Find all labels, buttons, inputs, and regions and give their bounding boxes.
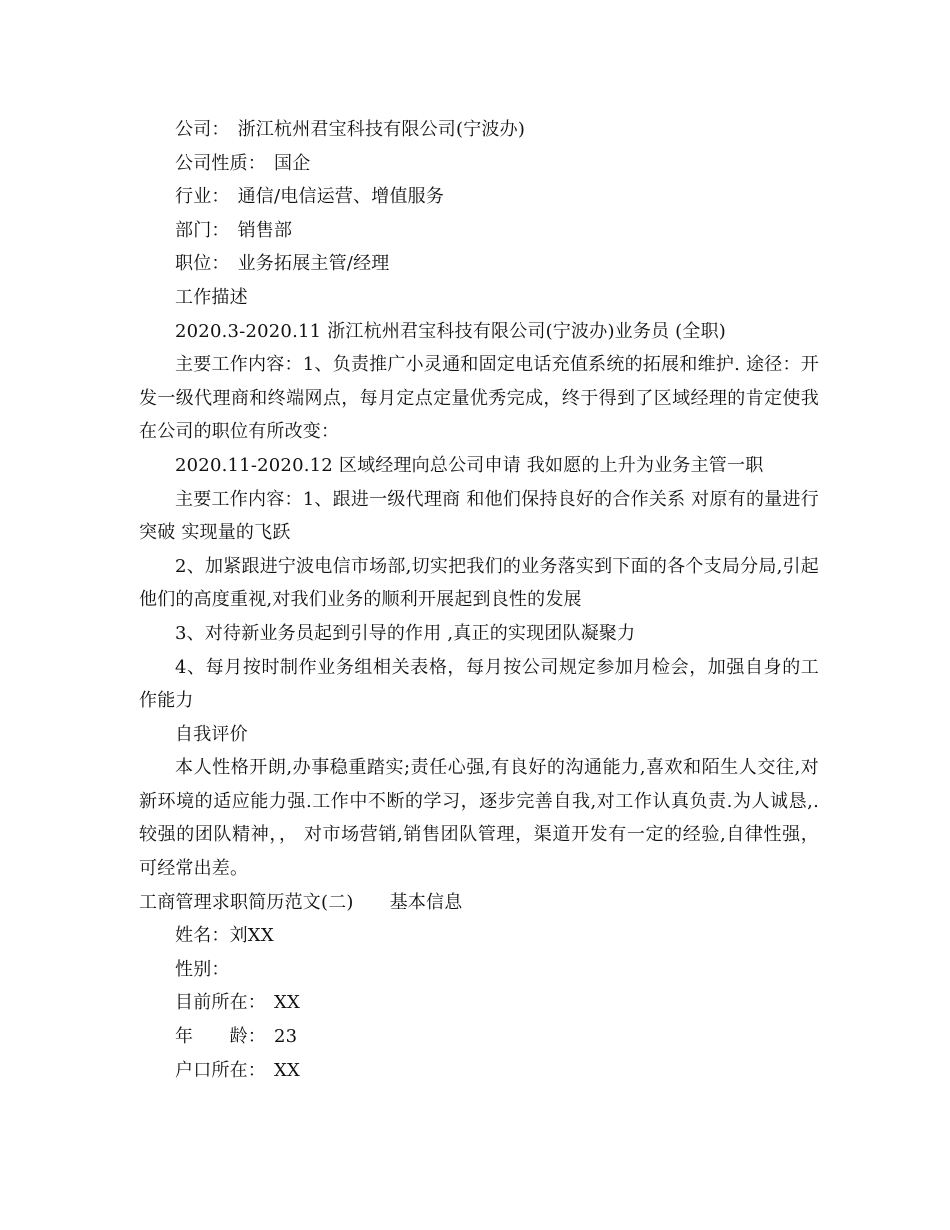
work-period-1: 2020.3-2020.11 浙江杭州君宝科技有限公司(宁波办)业务员 (全职) bbox=[175, 320, 727, 342]
position-row bbox=[139, 247, 819, 281]
work-period-2: 2020.11-2020.12 区域经理向总公司申请 我如愿的上升为业务主管一职 bbox=[175, 454, 764, 476]
industry-row bbox=[139, 180, 819, 214]
hukou-value: XX bbox=[274, 1059, 301, 1081]
company-label: 公司： bbox=[175, 119, 230, 140]
age-value: 23 bbox=[274, 1026, 298, 1048]
department-value: 销售部 bbox=[237, 219, 293, 241]
company-type-row bbox=[139, 147, 819, 181]
name-row bbox=[139, 919, 819, 953]
department-label: 部门： bbox=[175, 219, 230, 241]
section2-title-row bbox=[139, 886, 819, 920]
location-label: 目前所在： bbox=[175, 992, 266, 1014]
hukou-label: 户口所在： bbox=[175, 1059, 266, 1081]
self-evaluation-heading: 自我评价 bbox=[175, 723, 248, 745]
name-label: 姓名： bbox=[175, 925, 230, 947]
work-item-4: 4、每月按时制作业务组相关表格，每月按公司规定参加月检会，加强自身的工作能力 bbox=[139, 656, 819, 712]
work-description-heading: 工作描述 bbox=[175, 286, 248, 308]
industry-label: 行业： bbox=[175, 186, 230, 208]
section2-title: 工商管理求职简历范文(二) bbox=[139, 891, 354, 913]
resume-body bbox=[139, 113, 819, 1087]
work-period-2-content: 主要工作内容：1、跟进一级代理商 和他们保持良好的合作关系 对原有的量进行突破 实现量的飞跃 bbox=[139, 488, 819, 544]
company-type-label: 公司性质： bbox=[175, 152, 266, 174]
gender-row bbox=[139, 953, 819, 987]
section2-subtitle: 基本信息 bbox=[389, 891, 463, 913]
age-label: 年 龄： bbox=[175, 1026, 266, 1048]
work-item-2: 2、加紧跟进宁波电信市场部,切实把我们的业务落实到下面的各个支局分局,引起他们的高度重视,对我们业务的顺利开展起到良性的发展 bbox=[139, 555, 819, 611]
age-row bbox=[139, 1020, 819, 1054]
location-value: XX bbox=[274, 992, 301, 1014]
company-row bbox=[139, 113, 819, 147]
location-row bbox=[139, 986, 819, 1020]
self-evaluation-content: 本人性格开朗,办事稳重踏实;责任心强,有良好的沟通能力,喜欢和陌生人交往,对新环境的适应能力强.工作中不断的学习，逐步完善自我,对工作认真负责.为人诚恳,.较强的团队精神，， 对市场营销,销售团队管理，渠道开发有一定的经验,自律性强， 可经常出差。 bbox=[139, 757, 819, 880]
company-type-value: 国企 bbox=[274, 152, 311, 174]
hukou-row bbox=[139, 1054, 819, 1088]
industry-value: 通信/电信运营、增值服务 bbox=[237, 186, 445, 208]
company-value: 浙江杭州君宝科技有限公司(宁波办) bbox=[237, 119, 526, 140]
work-item-3: 3、对待新业务员起到引导的作用 ,真正的实现团队凝聚力 bbox=[175, 622, 636, 644]
gender-label: 性别： bbox=[175, 958, 230, 980]
name-value: 刘XX bbox=[229, 925, 274, 947]
position-value: 业务拓展主管/经理 bbox=[237, 253, 390, 275]
work-period-1-content: 主要工作内容：1、负责推广小灵通和固定电话充值系统的拓展和维护. 途径：开发一级代理商和终端网点，每月定点定量优秀完成，终于得到了区域经理的肯定使我在公司的职位有所改变： bbox=[139, 354, 819, 443]
department-row bbox=[139, 214, 819, 248]
position-label: 职位： bbox=[175, 253, 230, 275]
